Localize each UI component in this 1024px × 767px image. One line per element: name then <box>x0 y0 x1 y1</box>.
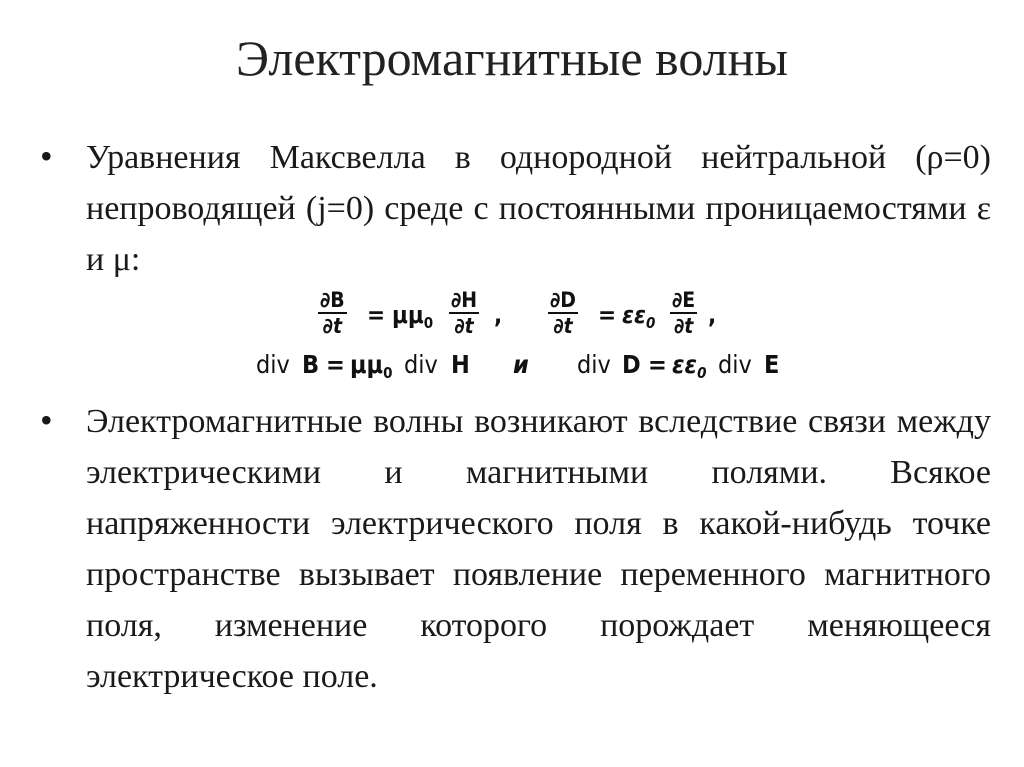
equals-sign: = <box>598 301 617 329</box>
div-operator: div <box>577 350 611 379</box>
bullet-text-maxwell: Уравнения Максвелла в однородной нейтральной (ρ=0) непроводящей (j=0) среде с постоянными проницаемостями ε и μ: <box>86 139 991 278</box>
comma: , <box>708 301 717 329</box>
div-operator: div <box>256 350 290 379</box>
fraction-dB-dt <box>318 288 347 338</box>
equals-sign: = <box>648 350 667 379</box>
field-H: H <box>451 350 470 379</box>
numerator: ∂E <box>672 288 696 312</box>
denominator: ∂t <box>673 314 694 338</box>
comma: , <box>494 301 503 329</box>
coef-text: εε <box>622 301 647 329</box>
fraction-dE-dt <box>670 288 697 338</box>
coef-text: εε <box>672 350 698 379</box>
numerator: ∂H <box>451 288 478 312</box>
coef-subscript: 0 <box>646 314 656 332</box>
field-D: D <box>622 350 641 379</box>
slide-title: Электромагнитные волны <box>236 30 788 86</box>
coefficient-mu <box>392 300 433 338</box>
equals-sign: = <box>326 350 345 379</box>
fraction-dH-dt <box>449 288 479 338</box>
numerator: ∂B <box>320 288 345 312</box>
coef-text: μμ <box>350 350 384 379</box>
coef-subscript: 0 <box>697 364 707 382</box>
numerator: ∂D <box>550 288 576 312</box>
field-B: B <box>302 350 320 379</box>
coef-text: μμ <box>392 301 424 329</box>
denominator: ∂t <box>454 314 474 338</box>
coef-subscript: 0 <box>383 364 393 382</box>
denominator: ∂t <box>553 314 573 338</box>
div-operator: div <box>404 350 438 379</box>
equation-row-derivatives <box>0 284 1024 344</box>
equals-sign: = <box>367 301 386 329</box>
coefficient-epsilon <box>622 300 655 338</box>
bullet-text-em-waves: Электромагнитные волны возникают вследствие связи между электрическими и магнитными полями. Всякое напряженности электрического поля в какой-нибудь точке пространстве вызывает появление переменного магнитного поля, изменение которого порождает меняющееся электрическое поле. <box>86 403 991 695</box>
denominator: ∂t <box>322 314 342 338</box>
field-E: E <box>764 350 780 379</box>
coefficient-mu <box>350 350 393 388</box>
fraction-dD-dt <box>548 288 578 338</box>
coef-subscript: 0 <box>423 314 434 332</box>
conjunction: и <box>513 350 529 379</box>
bullet-marker: • <box>40 400 53 440</box>
coefficient-epsilon <box>672 350 706 388</box>
bullet-marker: • <box>40 136 53 176</box>
div-operator: div <box>718 350 752 379</box>
equation-row-divergence <box>0 350 1024 390</box>
